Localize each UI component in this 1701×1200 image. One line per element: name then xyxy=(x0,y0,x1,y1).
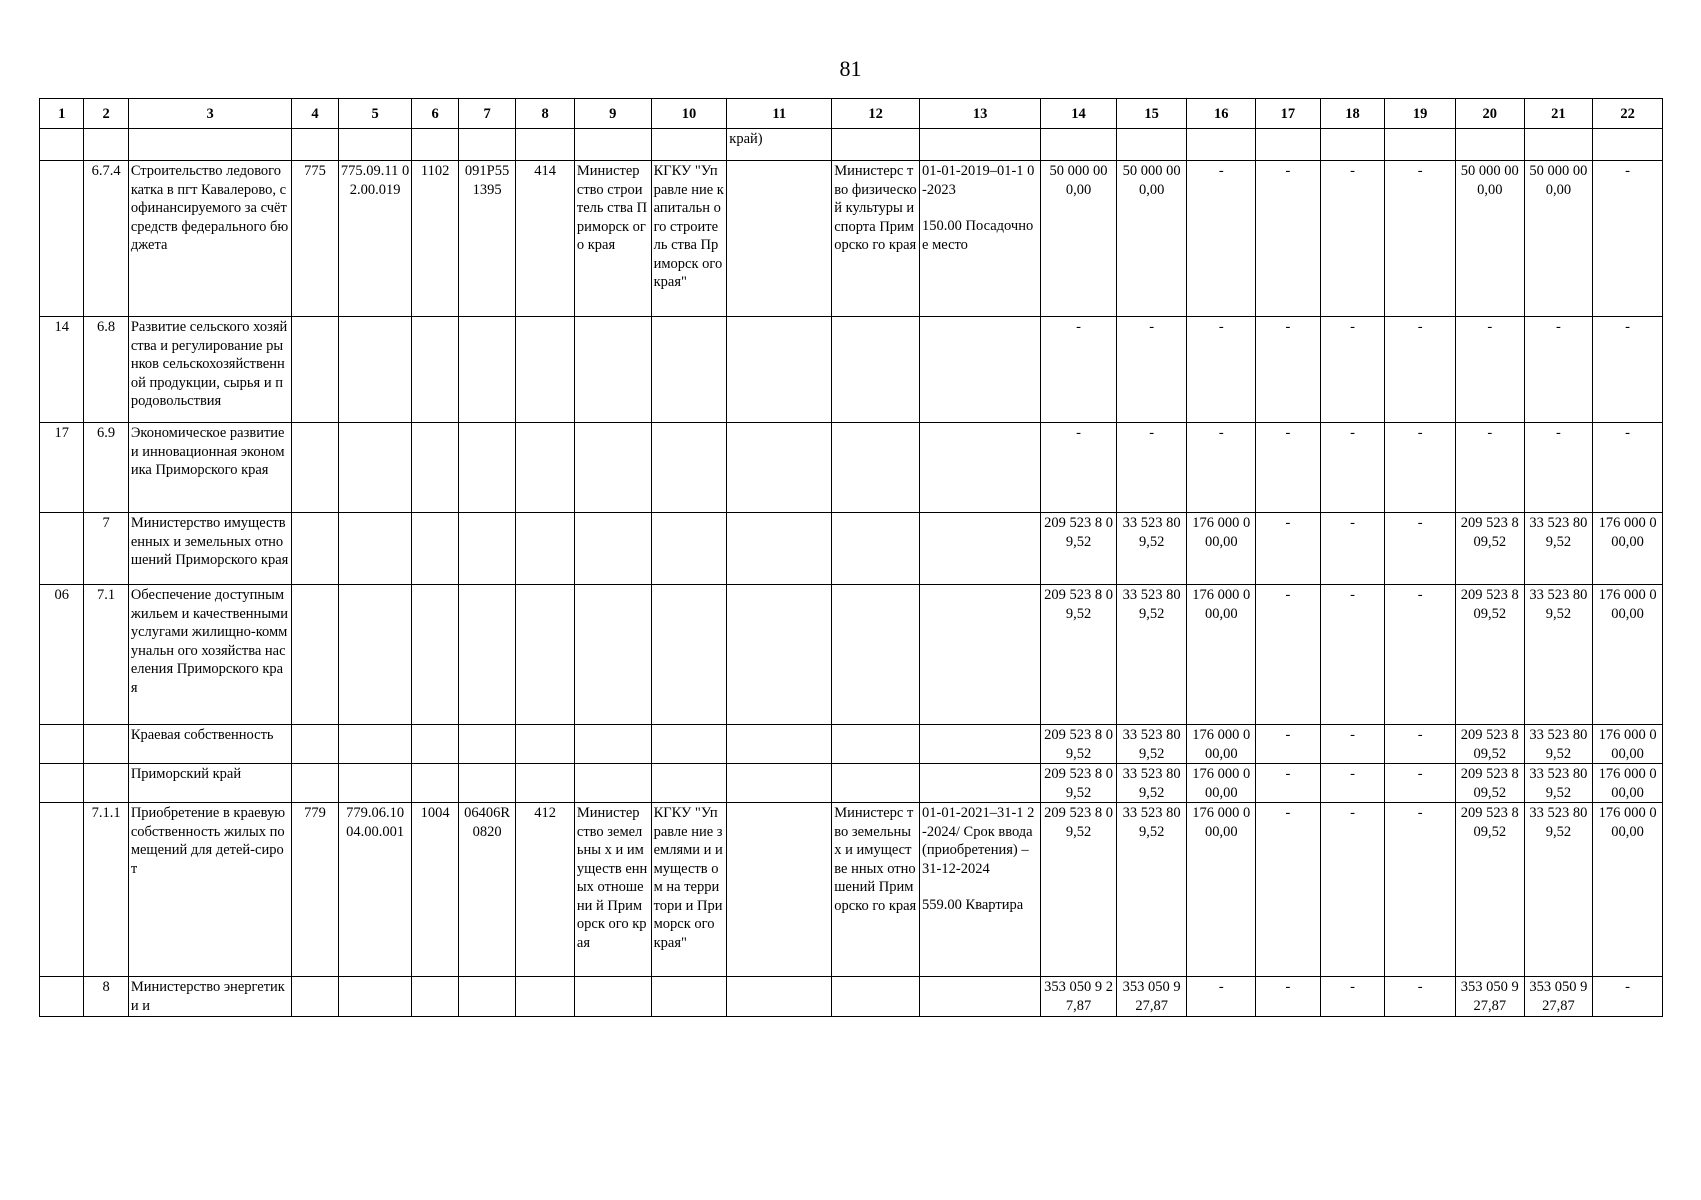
table-cell xyxy=(516,977,575,1017)
table-cell: 779 xyxy=(292,803,338,977)
table-cell: 775.09.11 02.00.019 xyxy=(338,161,412,317)
table-cell xyxy=(412,977,458,1017)
table-cell xyxy=(920,764,1041,803)
table-cell: - xyxy=(1385,161,1456,317)
table-cell: 176 000 0 00,00 xyxy=(1187,585,1256,725)
table-cell xyxy=(1320,129,1385,161)
table-cell xyxy=(1041,129,1117,161)
table-cell: Строительство ледового катка в пгт Кавалерово, софинансируемого за счёт средств федерального бюджета xyxy=(128,161,292,317)
table-cell xyxy=(458,585,516,725)
table-cell xyxy=(727,977,832,1017)
table-cell: 176 000 0 00,00 xyxy=(1593,513,1663,585)
header-cell: 22 xyxy=(1593,99,1663,129)
table-cell: - xyxy=(1256,585,1321,725)
table-cell xyxy=(40,803,84,977)
table-cell xyxy=(1187,129,1256,161)
header-cell: 2 xyxy=(84,99,128,129)
header-cell: 14 xyxy=(1041,99,1117,129)
table-cell: 209 523 8 09,52 xyxy=(1455,803,1524,977)
table-cell: - xyxy=(1256,977,1321,1017)
table-row xyxy=(40,317,1663,423)
table-cell xyxy=(920,725,1041,764)
table-cell: Приморский край xyxy=(128,764,292,803)
table-cell: 33 523 80 9,52 xyxy=(1524,585,1593,725)
header-cell: 15 xyxy=(1116,99,1187,129)
table-cell xyxy=(458,423,516,513)
header-cell: 16 xyxy=(1187,99,1256,129)
table-cell xyxy=(412,423,458,513)
table-cell xyxy=(338,129,412,161)
table-cell xyxy=(920,161,1041,317)
table-cell xyxy=(338,585,412,725)
table-cell: 50 000 00 0,00 xyxy=(1041,161,1117,317)
table-cell xyxy=(40,161,84,317)
header-cell: 18 xyxy=(1320,99,1385,129)
table-cell xyxy=(727,317,832,423)
table-cell: - xyxy=(1256,423,1321,513)
header-cell: 17 xyxy=(1256,99,1321,129)
table-cell xyxy=(458,977,516,1017)
table-cell: 176 000 0 00,00 xyxy=(1593,803,1663,977)
table-cell xyxy=(832,129,920,161)
table-cell: 775 xyxy=(292,161,338,317)
table-cell xyxy=(292,977,338,1017)
table-row xyxy=(40,803,1663,977)
table-cell xyxy=(1385,129,1456,161)
table-row xyxy=(40,423,1663,513)
table-cell xyxy=(292,317,338,423)
deadline-text: 01-01-2019–01-1 0-2023 xyxy=(922,163,1035,198)
table-cell: 1102 xyxy=(412,161,458,317)
table-cell xyxy=(920,977,1041,1017)
continuation-row xyxy=(40,129,1663,161)
table-cell xyxy=(920,129,1041,161)
table-cell: - xyxy=(1455,317,1524,423)
table-cell: 176 000 0 00,00 xyxy=(1593,725,1663,764)
table-cell: - xyxy=(1116,423,1187,513)
table-cell: 33 523 80 9,52 xyxy=(1116,803,1187,977)
table-cell: Экономическое развитие и инновационная экономика Приморского края xyxy=(128,423,292,513)
table-cell xyxy=(920,803,1041,977)
table-cell xyxy=(727,764,832,803)
header-cell: 13 xyxy=(920,99,1041,129)
table-cell: КГКУ "Управле ние землями и имуществ ом на территори и Приморск ого края" xyxy=(651,803,727,977)
header-cell: 20 xyxy=(1455,99,1524,129)
table-cell xyxy=(40,725,84,764)
table-cell: - xyxy=(1320,423,1385,513)
table-cell xyxy=(727,803,832,977)
table-row xyxy=(40,977,1663,1017)
table-cell xyxy=(292,423,338,513)
table-cell xyxy=(574,129,651,161)
table-cell: - xyxy=(1320,725,1385,764)
table-cell xyxy=(651,585,727,725)
table-cell: - xyxy=(1256,317,1321,423)
table-cell xyxy=(516,129,575,161)
table-cell xyxy=(84,725,128,764)
header-cell: 1 xyxy=(40,99,84,129)
table-cell xyxy=(412,725,458,764)
table-cell: - xyxy=(1385,585,1456,725)
table-cell: - xyxy=(1320,317,1385,423)
table-row xyxy=(40,513,1663,585)
table-cell xyxy=(292,513,338,585)
table-cell xyxy=(920,585,1041,725)
table-cell: - xyxy=(1320,161,1385,317)
table-cell: КГКУ "Управле ние капитальн ого строитель ства Приморск ого края" xyxy=(651,161,727,317)
table-cell xyxy=(412,764,458,803)
table-cell xyxy=(832,513,920,585)
table-cell: Министерство энергетики и xyxy=(128,977,292,1017)
header-cell: 7 xyxy=(458,99,516,129)
table-cell: - xyxy=(1187,423,1256,513)
table-cell xyxy=(832,317,920,423)
table-cell: 7.1.1 xyxy=(84,803,128,977)
table-cell: 33 523 80 9,52 xyxy=(1116,585,1187,725)
table-cell xyxy=(292,725,338,764)
table-cell: 33 523 80 9,52 xyxy=(1524,764,1593,803)
table-cell: - xyxy=(1385,725,1456,764)
table-cell: - xyxy=(1385,764,1456,803)
table-cell xyxy=(1524,129,1593,161)
header-cell: 4 xyxy=(292,99,338,129)
table-cell: 06406R 0820 xyxy=(458,803,516,977)
table-cell xyxy=(458,764,516,803)
table-cell xyxy=(574,513,651,585)
table-cell: - xyxy=(1524,317,1593,423)
table-cell xyxy=(920,513,1041,585)
table-cell xyxy=(338,725,412,764)
table-cell xyxy=(338,513,412,585)
header-cell: 21 xyxy=(1524,99,1593,129)
table-cell: 412 xyxy=(516,803,575,977)
table-cell: Обеспечение доступным жильем и качественными услугами жилищно-коммунальн ого хозяйства населения Приморского края xyxy=(128,585,292,725)
table-cell xyxy=(412,513,458,585)
table-cell: - xyxy=(1524,423,1593,513)
table-cell: - xyxy=(1256,764,1321,803)
table-cell: - xyxy=(1256,725,1321,764)
table-cell: 209 523 8 09,52 xyxy=(1455,725,1524,764)
table-cell xyxy=(84,129,128,161)
table-cell xyxy=(651,977,727,1017)
table-cell: 33 523 80 9,52 xyxy=(1116,725,1187,764)
table-cell xyxy=(651,317,727,423)
table-cell xyxy=(727,161,832,317)
table-cell xyxy=(832,764,920,803)
table-cell: 779.06.10 04.00.001 xyxy=(338,803,412,977)
header-cell: 6 xyxy=(412,99,458,129)
table-cell: 7.1 xyxy=(84,585,128,725)
header-cell: 11 xyxy=(727,99,832,129)
table-cell xyxy=(458,129,516,161)
header-cell: 9 xyxy=(574,99,651,129)
table-cell: 176 000 0 00,00 xyxy=(1593,764,1663,803)
table-cell: - xyxy=(1593,423,1663,513)
table-cell: - xyxy=(1385,317,1456,423)
table-cell xyxy=(727,585,832,725)
table-cell: 353 050 9 27,87 xyxy=(1455,977,1524,1017)
table-cell: Развитие сельского хозяйства и регулирование рынков сельскохозяйственной продукции, сырья и продовольствия xyxy=(128,317,292,423)
table-cell xyxy=(516,513,575,585)
table-cell xyxy=(574,423,651,513)
table-cell: 33 523 80 9,52 xyxy=(1524,803,1593,977)
header-cell: 12 xyxy=(832,99,920,129)
table-cell: - xyxy=(1187,317,1256,423)
capacity-text: 559.00 Квартира xyxy=(922,897,1024,913)
table-cell: 209 523 8 09,52 xyxy=(1455,764,1524,803)
table-cell xyxy=(574,725,651,764)
table-cell: 33 523 80 9,52 xyxy=(1116,513,1187,585)
table-cell: Министер ство земельны х и имуществ енных отношени й Приморск ого края xyxy=(574,803,651,977)
table-cell: 33 523 80 9,52 xyxy=(1116,764,1187,803)
table-cell xyxy=(574,317,651,423)
table-cell: Министерс тво земельных и имуществе нных отношений Приморско го края xyxy=(832,803,920,977)
table-cell xyxy=(574,977,651,1017)
table-cell: 176 000 0 00,00 xyxy=(1187,725,1256,764)
table-cell: 1004 xyxy=(412,803,458,977)
table-cell: 209 523 8 09,52 xyxy=(1041,585,1117,725)
table-cell: 414 xyxy=(516,161,575,317)
table-cell: 50 000 00 0,00 xyxy=(1455,161,1524,317)
table-cell: 209 523 8 09,52 xyxy=(1041,725,1117,764)
header-cell: 19 xyxy=(1385,99,1456,129)
table-cell: - xyxy=(1320,585,1385,725)
table-cell: 6.8 xyxy=(84,317,128,423)
table-row xyxy=(40,161,1663,317)
table-cell: 209 523 8 09,52 xyxy=(1041,513,1117,585)
table-cell: 6.7.4 xyxy=(84,161,128,317)
table-cell: 6.9 xyxy=(84,423,128,513)
table-cell: - xyxy=(1320,513,1385,585)
table-cell xyxy=(832,725,920,764)
table-cell xyxy=(338,764,412,803)
budget-table xyxy=(39,98,1663,1017)
table-cell: 209 523 8 09,52 xyxy=(1041,764,1117,803)
table-cell: - xyxy=(1385,977,1456,1017)
table-cell: 176 000 0 00,00 xyxy=(1593,585,1663,725)
table-cell: - xyxy=(1320,977,1385,1017)
table-cell: - xyxy=(1320,803,1385,977)
table-cell xyxy=(832,977,920,1017)
table-cell xyxy=(516,423,575,513)
table-row xyxy=(40,585,1663,725)
table-cell: - xyxy=(1041,423,1117,513)
table-cell: - xyxy=(1385,423,1456,513)
table-cell xyxy=(727,513,832,585)
table-cell xyxy=(458,317,516,423)
table-cell xyxy=(40,764,84,803)
table-cell: 50 000 00 0,00 xyxy=(1524,161,1593,317)
table-cell: - xyxy=(1385,803,1456,977)
table-cell xyxy=(651,513,727,585)
table-cell xyxy=(1116,129,1187,161)
table-cell xyxy=(84,764,128,803)
header-row xyxy=(40,99,1663,129)
table-cell: 7 xyxy=(84,513,128,585)
table-cell: Министер ство строитель ства Приморск ого края xyxy=(574,161,651,317)
table-cell: 50 000 00 0,00 xyxy=(1116,161,1187,317)
table-cell xyxy=(40,513,84,585)
table-cell xyxy=(832,423,920,513)
table-cell: - xyxy=(1593,161,1663,317)
table-cell xyxy=(412,317,458,423)
table-cell xyxy=(574,585,651,725)
table-cell: 176 000 0 00,00 xyxy=(1187,513,1256,585)
table-cell: - xyxy=(1455,423,1524,513)
table-cell: 176 000 0 00,00 xyxy=(1187,764,1256,803)
table-cell xyxy=(516,317,575,423)
table-cell: край) xyxy=(727,129,832,161)
table-cell: 353 050 9 27,87 xyxy=(1116,977,1187,1017)
table-cell: Министерс тво физической культуры и спорта Приморско го края xyxy=(832,161,920,317)
table-cell xyxy=(727,725,832,764)
table-cell: - xyxy=(1116,317,1187,423)
page-number: 81 xyxy=(839,56,862,81)
table-cell: - xyxy=(1320,764,1385,803)
table-cell: 091Р55 1395 xyxy=(458,161,516,317)
table-cell xyxy=(128,129,292,161)
table-cell: 209 523 8 09,52 xyxy=(1455,585,1524,725)
table-cell: 353 050 9 27,87 xyxy=(1524,977,1593,1017)
table-cell xyxy=(832,585,920,725)
table-cell: Приобретение в краевую собственность жилых помещений для детей-сирот xyxy=(128,803,292,977)
header-cell: 3 xyxy=(128,99,292,129)
table-cell: 8 xyxy=(84,977,128,1017)
table-cell xyxy=(516,725,575,764)
table-cell xyxy=(516,764,575,803)
table-cell xyxy=(727,423,832,513)
table-cell xyxy=(292,764,338,803)
table-cell xyxy=(574,764,651,803)
table-row xyxy=(40,764,1663,803)
table-cell xyxy=(338,423,412,513)
table-cell xyxy=(338,317,412,423)
table-cell xyxy=(1256,129,1321,161)
table-cell: - xyxy=(1385,513,1456,585)
header-cell: 8 xyxy=(516,99,575,129)
table-cell: - xyxy=(1593,977,1663,1017)
table-cell xyxy=(920,317,1041,423)
table-row xyxy=(40,725,1663,764)
table-cell: 17 xyxy=(40,423,84,513)
table-cell: 33 523 80 9,52 xyxy=(1524,513,1593,585)
table-cell: - xyxy=(1256,513,1321,585)
table-cell: - xyxy=(1187,977,1256,1017)
table-cell xyxy=(292,585,338,725)
table-cell: 14 xyxy=(40,317,84,423)
table-cell xyxy=(1593,129,1663,161)
table-cell xyxy=(651,129,727,161)
table-cell xyxy=(651,423,727,513)
table-cell xyxy=(458,513,516,585)
table-cell xyxy=(920,423,1041,513)
table-cell: - xyxy=(1041,317,1117,423)
deadline-text: 01-01-2021–31-1 2-2024/ Срок ввода (приобретения) – 31-12-2024 xyxy=(922,805,1035,877)
table-cell: 353 050 9 27,87 xyxy=(1041,977,1117,1017)
table-cell xyxy=(516,585,575,725)
table-cell xyxy=(292,129,338,161)
table-cell: - xyxy=(1187,161,1256,317)
table-cell xyxy=(338,977,412,1017)
table-cell xyxy=(651,764,727,803)
table-cell: 209 523 8 09,52 xyxy=(1041,803,1117,977)
table-cell: 176 000 0 00,00 xyxy=(1187,803,1256,977)
table-cell xyxy=(412,585,458,725)
table-cell: 209 523 8 09,52 xyxy=(1455,513,1524,585)
table-cell: - xyxy=(1593,317,1663,423)
table-cell: - xyxy=(1256,803,1321,977)
table-cell: Краевая собственность xyxy=(128,725,292,764)
capacity-text: 150.00 Посадочное место xyxy=(922,218,1034,253)
table-cell xyxy=(40,129,84,161)
header-cell: 10 xyxy=(651,99,727,129)
table-cell: Министерство имущественных и земельных отношений Приморского края xyxy=(128,513,292,585)
table-cell: 06 xyxy=(40,585,84,725)
header-cell: 5 xyxy=(338,99,412,129)
table-cell xyxy=(458,725,516,764)
table-cell xyxy=(651,725,727,764)
table-cell xyxy=(412,129,458,161)
table-cell: - xyxy=(1256,161,1321,317)
table-cell xyxy=(40,977,84,1017)
table-cell xyxy=(1455,129,1524,161)
table-cell: 33 523 80 9,52 xyxy=(1524,725,1593,764)
